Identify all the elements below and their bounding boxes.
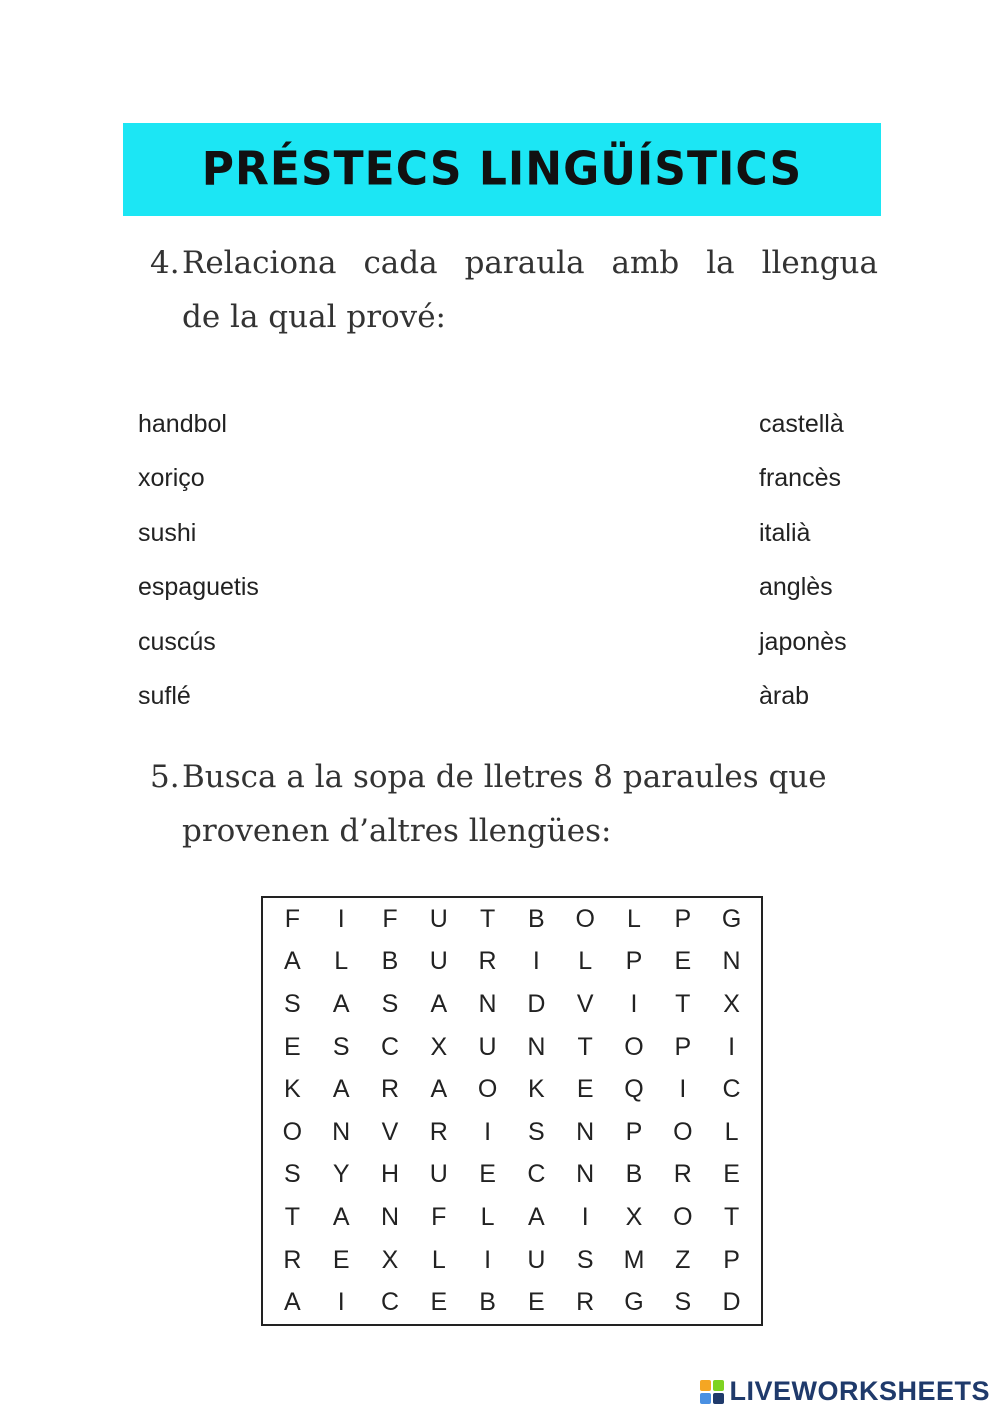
grid-cell[interactable]: C [380, 1288, 400, 1317]
grid-cell[interactable]: E [332, 1245, 350, 1274]
grid-cell[interactable]: N [478, 989, 497, 1018]
grid-cell[interactable]: P [674, 904, 692, 933]
word-search-grid [261, 896, 763, 1326]
grid-cell[interactable]: I [630, 989, 638, 1018]
footer-logo-text: LIVEWORKSHEETS [729, 1376, 990, 1406]
grid-cell[interactable]: U [429, 904, 448, 933]
grid-cell[interactable]: I [728, 1032, 736, 1061]
grid-cell[interactable]: P [625, 947, 643, 976]
question-5-text: Busca a la sopa de lletres 8 paraules que [182, 759, 827, 795]
word-item[interactable]: sushi [138, 518, 197, 547]
question-5-line-2: provenen d’altres llengües: [182, 813, 612, 849]
title-banner [123, 123, 881, 216]
grid-cell[interactable]: E [284, 1032, 301, 1061]
grid-cell[interactable]: B [381, 947, 399, 976]
grid-cell[interactable]: E [479, 1160, 496, 1189]
grid-cell[interactable]: T [723, 1202, 740, 1231]
grid-cell[interactable]: R [478, 947, 497, 976]
grid-cell[interactable]: N [576, 1160, 595, 1189]
grid-cell[interactable]: O [624, 1032, 644, 1061]
grid-cell[interactable]: L [431, 1245, 446, 1274]
grid-cell[interactable]: I [679, 1075, 687, 1104]
language-item[interactable]: francès [759, 464, 841, 493]
grid-cell[interactable]: O [282, 1117, 303, 1146]
word-item[interactable]: espaguetis [138, 573, 259, 602]
grid-cell[interactable]: V [381, 1117, 399, 1146]
grid-cell[interactable]: R [429, 1117, 448, 1146]
grid-cell[interactable]: A [528, 1202, 545, 1231]
grid-cell[interactable]: U [429, 1160, 448, 1189]
grid-cell[interactable]: E [723, 1160, 740, 1189]
grid-cell[interactable]: X [723, 989, 740, 1018]
grid-cell[interactable]: O [673, 1202, 693, 1231]
grid-cell[interactable]: P [674, 1032, 692, 1061]
language-item[interactable]: anglès [759, 573, 833, 602]
grid-cell[interactable]: S [332, 1032, 350, 1061]
grid-cell[interactable]: N [332, 1117, 351, 1146]
grid-cell[interactable]: I [581, 1202, 589, 1231]
question-4-word: Relaciona [182, 245, 337, 281]
question-4-word: la [706, 245, 735, 281]
grid-cell[interactable]: A [284, 1288, 301, 1317]
grid-cell[interactable]: L [724, 1117, 739, 1146]
grid-cell[interactable]: C [380, 1032, 400, 1061]
grid-cell[interactable]: B [528, 904, 545, 933]
grid-cell[interactable]: L [627, 904, 641, 933]
question-4 [150, 236, 878, 344]
grid-cell[interactable]: D [527, 989, 546, 1018]
grid-cell[interactable]: K [528, 1075, 545, 1104]
grid-cell[interactable]: O [477, 1075, 498, 1104]
grid-cell[interactable]: Y [332, 1160, 350, 1189]
grid-cell[interactable]: S [528, 1117, 545, 1146]
question-4-word: cada [363, 245, 438, 281]
grid-cell[interactable]: U [429, 947, 448, 976]
grid-cell[interactable]: T [675, 989, 691, 1018]
grid-cell[interactable]: R [380, 1075, 400, 1104]
grid-cell[interactable]: L [578, 947, 593, 976]
grid-cell[interactable]: O [575, 904, 595, 933]
grid-cell[interactable]: F [382, 904, 398, 933]
grid-cell[interactable]: T [284, 1202, 301, 1231]
grid-cell[interactable]: A [430, 1075, 448, 1104]
grid-cell[interactable]: E [674, 947, 692, 976]
question-5-number: 5. [150, 759, 180, 795]
grid-cell[interactable]: P [625, 1117, 643, 1146]
grid-cell[interactable]: K [284, 1075, 301, 1104]
grid-cell[interactable]: F [284, 904, 301, 933]
grid-cell[interactable]: X [381, 1245, 399, 1274]
grid-cell[interactable]: O [673, 1117, 693, 1146]
grid-cell[interactable]: Z [675, 1245, 691, 1274]
grid-cell[interactable]: I [484, 1117, 492, 1146]
grid-cell[interactable]: Q [624, 1075, 644, 1104]
grid-cell[interactable]: I [337, 904, 345, 933]
grid-cell[interactable]: S [381, 989, 399, 1018]
word-item[interactable]: suflé [138, 681, 191, 710]
grid-cell[interactable]: G [721, 904, 742, 933]
page-title: PRÉSTECS LINGÜÍSTICS [201, 142, 803, 197]
grid-cell[interactable]: A [430, 989, 448, 1018]
grid-cell[interactable]: N [722, 947, 741, 976]
question-5-line-1 [150, 750, 878, 804]
grid-cell[interactable]: E [430, 1288, 448, 1317]
grid-cell[interactable]: N [380, 1202, 400, 1231]
grid-cell[interactable]: I [484, 1245, 492, 1274]
footer-logo [699, 1376, 990, 1407]
question-5 [150, 750, 878, 858]
grid-cell[interactable]: L [334, 947, 349, 976]
grid-cell[interactable]: R [283, 1245, 302, 1274]
grid-cell[interactable]: A [332, 989, 350, 1018]
grid-cell[interactable]: V [576, 989, 594, 1018]
question-4-line-1 [150, 236, 878, 290]
grid-cell[interactable]: L [480, 1202, 495, 1231]
question-4-word: paraula [464, 245, 585, 281]
grid-cell[interactable]: X [625, 1202, 643, 1231]
grid-cell[interactable]: T [479, 904, 496, 933]
grid-cell[interactable]: S [284, 1160, 301, 1189]
grid-cell[interactable]: I [532, 947, 540, 976]
grid-cell[interactable]: C [722, 1075, 741, 1104]
grid-cell[interactable]: B [479, 1288, 496, 1317]
word-item[interactable]: handbol [138, 410, 227, 438]
grid-cell[interactable]: A [284, 947, 301, 976]
liveworksheets-logo-icon [699, 1379, 725, 1405]
grid-cell[interactable]: M [623, 1245, 645, 1274]
word-list [138, 404, 259, 730]
grid-cell[interactable]: B [625, 1160, 643, 1189]
language-item[interactable]: castellà [759, 410, 844, 438]
grid-cell[interactable]: E [528, 1288, 545, 1317]
word-item[interactable]: cuscús [138, 627, 216, 656]
grid-cell[interactable]: U [478, 1032, 497, 1061]
grid-cell[interactable]: E [576, 1075, 594, 1104]
grid-cell[interactable]: U [527, 1245, 546, 1274]
grid-cell[interactable]: X [430, 1032, 448, 1061]
language-item[interactable]: àrab [759, 681, 810, 710]
grid-cell[interactable]: A [332, 1075, 350, 1104]
word-item[interactable]: xoriço [138, 464, 205, 493]
grid-cell[interactable]: P [723, 1245, 740, 1274]
grid-cell[interactable]: I [337, 1288, 345, 1317]
language-item[interactable]: japonès [759, 627, 847, 656]
grid-cell[interactable]: N [527, 1032, 546, 1061]
language-list [759, 404, 847, 730]
language-item[interactable]: italià [759, 518, 811, 547]
grid-cell[interactable]: F [431, 1202, 447, 1231]
grid-cell[interactable]: R [576, 1288, 595, 1317]
grid-cell[interactable]: N [576, 1117, 595, 1146]
grid-cell[interactable]: R [673, 1160, 692, 1189]
question-4-line-2: de la qual prové: [182, 299, 446, 335]
grid-cell[interactable]: S [674, 1288, 692, 1317]
grid-cell[interactable]: S [284, 989, 301, 1018]
question-4-number: 4. [150, 245, 180, 281]
grid-cell[interactable]: G [624, 1288, 644, 1317]
question-4-word: amb [611, 245, 680, 281]
grid-cell[interactable]: T [577, 1032, 593, 1061]
grid-cell[interactable]: H [380, 1160, 400, 1189]
grid-cell[interactable]: D [722, 1288, 741, 1317]
grid-cell[interactable]: A [332, 1202, 350, 1231]
question-4-word: llengua [761, 245, 878, 281]
grid-cell[interactable]: S [576, 1245, 594, 1274]
grid-cell[interactable]: C [527, 1160, 546, 1189]
